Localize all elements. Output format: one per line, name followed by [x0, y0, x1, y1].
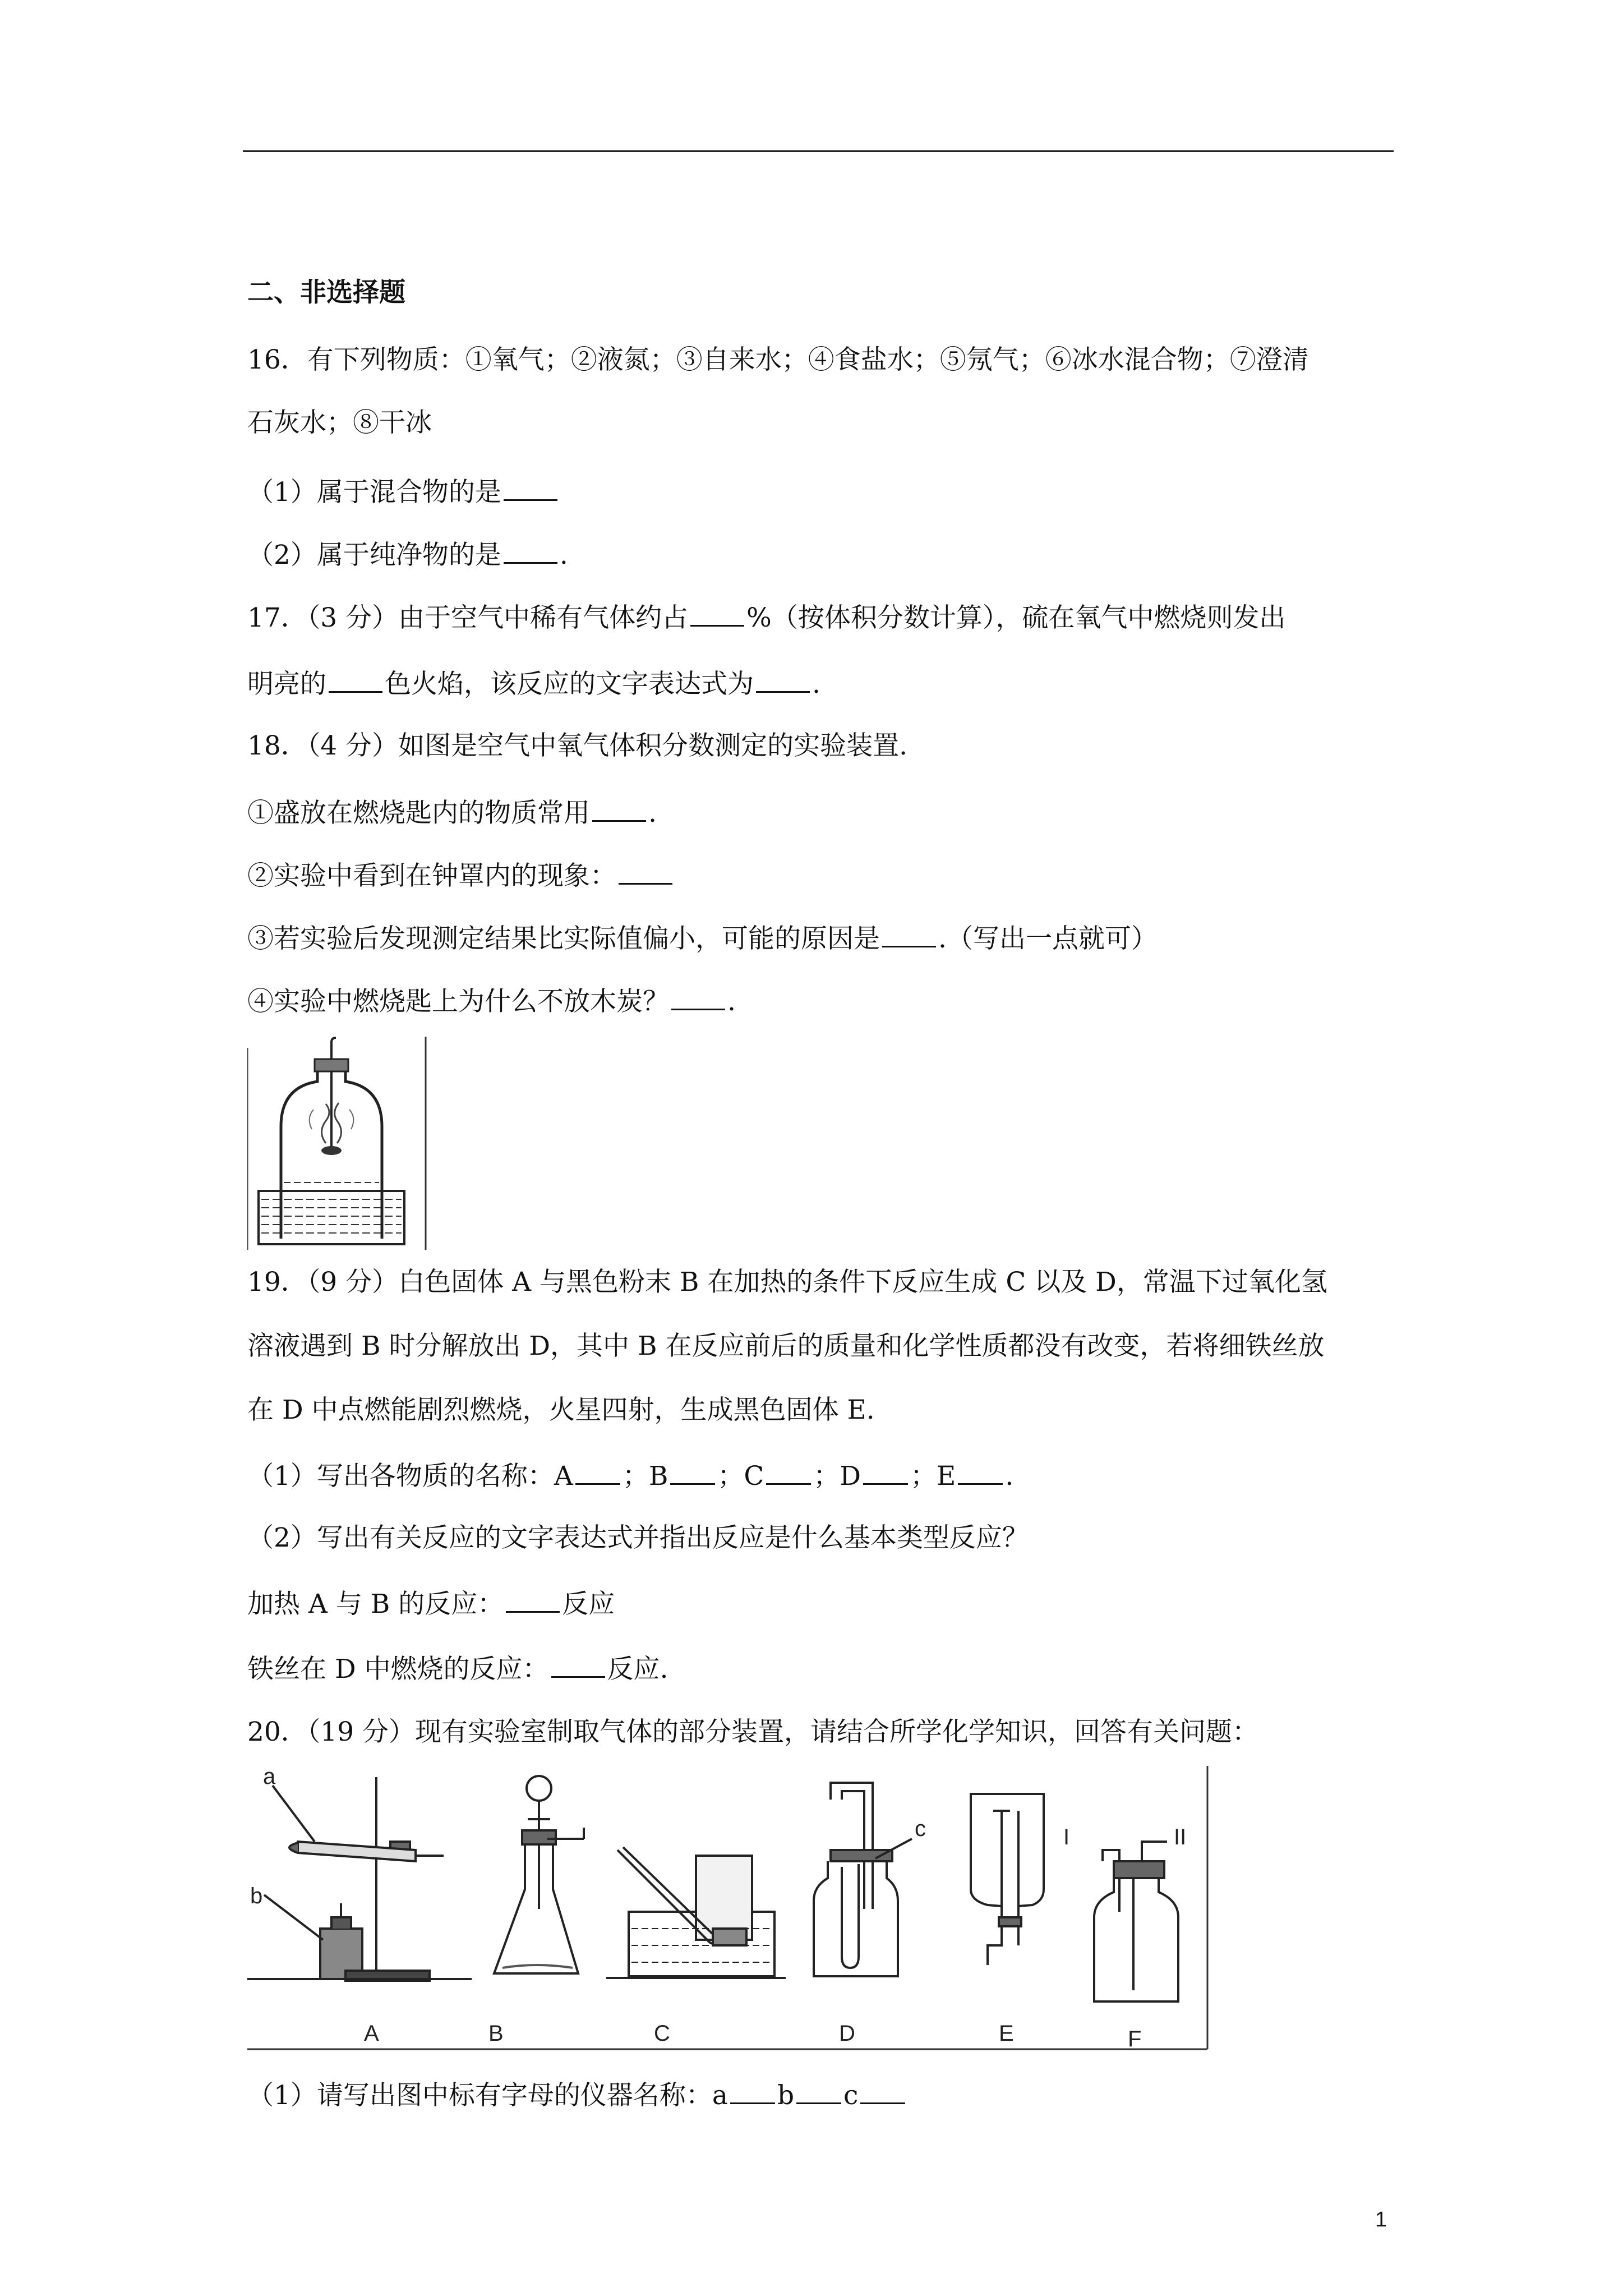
answer-blank[interactable]	[592, 795, 646, 822]
q19-line3: 在 D 中点燃能剧烈燃烧，火星四射，生成黑色固体 E.	[247, 1395, 875, 1425]
apparatus-a-heating-setup	[247, 1777, 472, 1981]
lab-apparatus-figure	[247, 1766, 1212, 2052]
q19-label-a: A	[554, 1461, 573, 1492]
answer-blank[interactable]	[671, 984, 725, 1010]
q19-sub2: （2）写出有关反应的文字表达式并指出反应是什么基本类型反应？	[247, 1522, 1029, 1553]
answer-blank[interactable]	[796, 2078, 841, 2104]
q20-sub1-b: b	[777, 2080, 795, 2111]
q19-label-d: ；D	[813, 1461, 861, 1492]
answer-blank[interactable]	[766, 1458, 811, 1485]
label-E: E	[999, 2021, 1014, 2046]
label-a: a	[263, 1766, 276, 1789]
q17-line1	[247, 600, 1285, 635]
answer-blank[interactable]	[329, 666, 382, 693]
q20-stem: 20．（19 分）现有实验室制取气体的部分装置，请结合所学化学知识，回答有关问题：	[247, 1717, 1259, 1747]
bell-jar-apparatus-figure	[247, 1037, 432, 1250]
q20-sub1-a: a	[712, 2080, 728, 2111]
q18-item3-end: .（写出一点就可）	[938, 923, 1158, 954]
answer-blank[interactable]	[958, 1458, 1003, 1485]
label-F: F	[1128, 2027, 1142, 2051]
apparatus-e-inverted-bottle	[971, 1794, 1044, 1965]
answer-blank[interactable]	[690, 600, 744, 627]
q16-sub2-text: （2）属于纯净物的是	[247, 540, 501, 570]
q16-sub2-end: .	[559, 540, 568, 570]
q19-r1-b: 反应	[562, 1589, 615, 1619]
label-A: A	[364, 2021, 379, 2046]
answer-blank[interactable]	[506, 1586, 560, 1613]
q18-item1-end: .	[648, 798, 657, 829]
q18-item2-text: ②实验中看到在钟罩内的现象：	[247, 861, 616, 891]
q17-line1-a: 17．（3 分）由于空气中稀有气体约占	[247, 602, 689, 633]
q19-r1-a: 加热 A 与 B 的反应：	[247, 1589, 504, 1619]
q18-item3	[247, 921, 1158, 956]
bell-jar-illustration	[247, 1037, 432, 1250]
answer-blank[interactable]	[504, 475, 557, 501]
label-B: B	[488, 2021, 504, 2046]
header-rule	[243, 150, 1394, 152]
q16-line2: 石灰水；⑧干冰	[247, 407, 432, 438]
label-I: I	[1063, 1825, 1070, 1849]
answer-blank[interactable]	[756, 666, 810, 693]
page-number: 1	[1375, 2208, 1387, 2231]
q19-reaction2	[247, 1651, 668, 1686]
q16-sub2	[247, 537, 568, 572]
apparatus-f-gas-bottle	[1094, 1842, 1178, 2001]
q19-line1: 19．（9 分）白色固体 A 与黑色粉末 B 在加热的条件下反应生成 C 以及 D，常温下过氧化氢	[247, 1267, 1327, 1297]
q16-sub1-text: （1）属于混合物的是	[247, 477, 501, 508]
q18-item1	[247, 795, 657, 830]
q17-line2	[247, 666, 820, 701]
label-C: C	[654, 2021, 670, 2046]
q17-line2-b: 色火焰，该反应的文字表达式为	[385, 669, 754, 700]
q16-line1: 16．有下列物质：①氧气；②液氮；③自来水；④食盐水；⑤氖气；⑥冰水混合物；⑦澄清	[247, 344, 1309, 375]
answer-blank[interactable]	[575, 1458, 620, 1485]
q19-line2: 溶液遇到 B 时分解放出 D，其中 B 在反应前后的质量和化学性质都没有改变，若将细铁丝放	[247, 1331, 1325, 1361]
q18-item3-text: ③若实验后发现测定结果比实际值偏小，可能的原因是	[247, 923, 880, 954]
q20-sub1-c: c	[843, 2080, 859, 2111]
q17-line2-a: 明亮的	[247, 669, 326, 700]
q19-sub1-end: .	[1005, 1461, 1014, 1492]
q19-label-c: ；C	[717, 1461, 764, 1492]
label-II: II	[1174, 1825, 1187, 1849]
q18-item1-text: ①盛放在燃烧匙内的物质常用	[247, 798, 590, 829]
answer-blank[interactable]	[551, 1651, 605, 1678]
apparatus-d-gas-bottle	[814, 1783, 912, 1976]
q19-sub1	[247, 1458, 1013, 1493]
q18-item4	[247, 984, 736, 1019]
label-c: c	[915, 1816, 926, 1841]
apparatus-b-flask-funnel	[494, 1776, 584, 1973]
answer-blank[interactable]	[730, 2078, 775, 2104]
q18-item4-text: ④实验中燃烧匙上为什么不放木炭？	[247, 986, 669, 1017]
q18-item2	[247, 858, 675, 893]
q19-r2-a: 铁丝在 D 中燃烧的反应：	[247, 1654, 549, 1685]
answer-blank[interactable]	[860, 2078, 905, 2104]
q18-stem: 18．（4 分）如图是空气中氧气体积分数测定的实验装置.	[247, 730, 908, 761]
answer-blank[interactable]	[504, 537, 557, 564]
q17-line2-end: .	[812, 669, 820, 700]
answer-blank[interactable]	[619, 858, 672, 885]
q20-sub1-prefix: （1）请写出图中标有字母的仪器名称：	[247, 2080, 712, 2111]
q19-reaction1	[247, 1586, 615, 1621]
q19-sub1-prefix: （1）写出各物质的名称：	[247, 1461, 554, 1492]
q19-label-e: ；E	[910, 1461, 956, 1492]
q18-item4-end: .	[727, 986, 736, 1017]
lab-apparatus-illustration	[247, 1766, 1212, 2052]
answer-blank[interactable]	[863, 1458, 908, 1485]
apparatus-c-water-trough	[606, 1847, 786, 1978]
q19-r2-b: 反应.	[607, 1654, 668, 1685]
label-D: D	[839, 2021, 855, 2046]
answer-blank[interactable]	[882, 921, 936, 947]
label-b: b	[250, 1884, 263, 1908]
q17-line1-b: %（按体积分数计算），硫在氧气中燃烧则发出	[746, 602, 1286, 633]
q19-label-b: ；B	[622, 1461, 668, 1492]
q16-sub1	[247, 475, 560, 509]
answer-blank[interactable]	[670, 1458, 715, 1485]
q20-sub1	[247, 2078, 907, 2113]
section-title: 二、非选择题	[247, 277, 405, 308]
